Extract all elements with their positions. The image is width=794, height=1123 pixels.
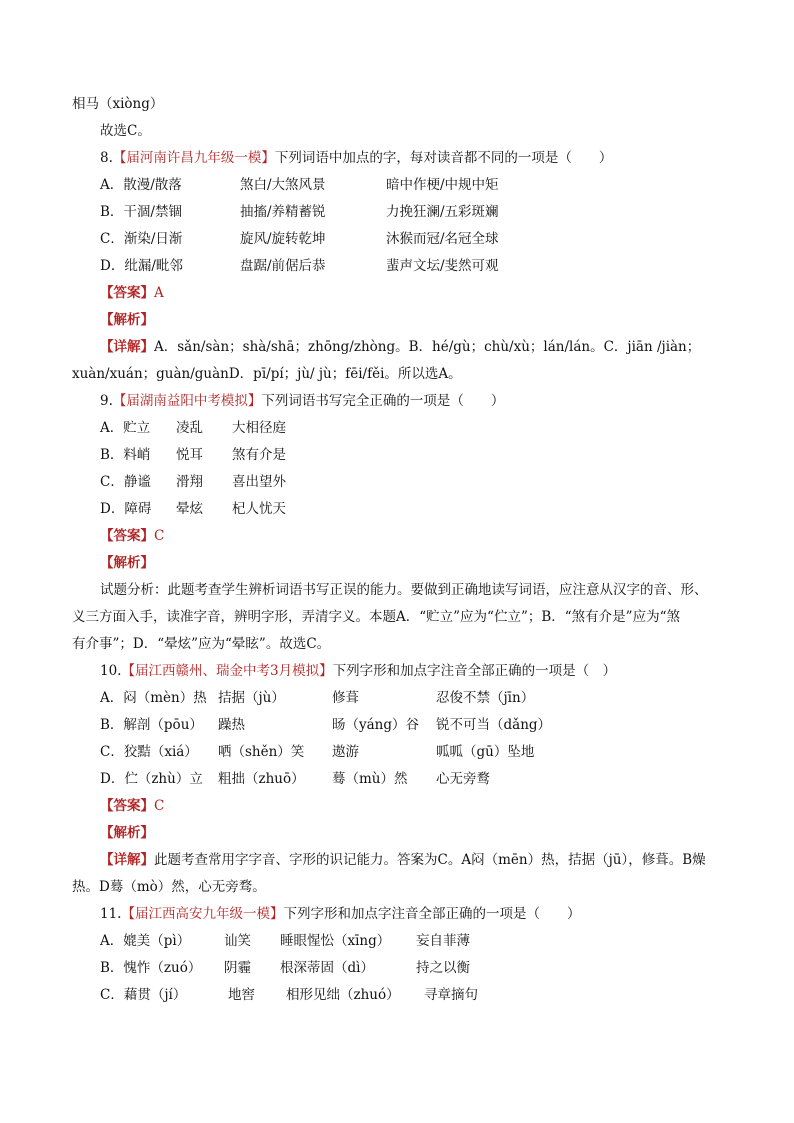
q8-analysis-tag [100,311,734,329]
answer-value: C [154,528,165,544]
q11-option-c [100,986,734,1004]
q10-stem: 下列字形和加点字注音全部正确的一项是（ ） [332,663,617,679]
q9-analysis-2: 义三方面入手，读准字音，辨明字形，弄清字义。本题A．“贮立”应为“伫立”；B．“煞有介是”应为“煞 [72,609,680,625]
option-cell: 寻章摘句 [424,987,478,1003]
option-cell: 悦耳 [176,447,203,463]
option-cell: 妄自菲薄 [416,933,470,949]
answer-value: C [154,798,165,814]
option-cell: 力挽狂澜/五彩斑斓 [386,204,499,220]
q10-option-d [100,770,734,788]
q8-detail-1 [100,338,734,356]
option-cell: D．纰漏/毗邻 [100,258,183,274]
option-cell: 煞白/大煞风景 [240,177,326,193]
option-cell: C．静谧 [100,474,151,490]
option-cell: 抽搐/养精蓄锐 [240,204,326,220]
option-cell: C．藉贯（jí） [100,987,187,1003]
q9-option-c [100,473,734,491]
q10-number: 10. [100,663,122,679]
option-cell: 根深蒂固（dì） [280,960,374,976]
option-cell: 呱呱（gū）坠地 [436,744,535,760]
option-cell: 心无旁鹜 [436,771,490,787]
option-cell: B．愧怍（zuó） [100,960,202,976]
q9-analysis-tag [100,554,734,572]
option-cell: 旋风/旋转乾坤 [240,231,326,247]
q8-answer [100,284,734,302]
option-cell: 躁热 [218,717,245,733]
option-cell: 睡眼惺忪（xīng） [280,933,391,949]
q11-option-a [100,932,734,950]
option-cell: 盘踞/前倨后恭 [240,258,326,274]
q8-option-b [100,203,734,221]
option-cell: 忍俊不禁（jīn） [436,690,535,706]
q10-answer [100,797,734,815]
option-cell: 旸（yáng）谷 [332,717,420,733]
option-cell: C．渐染/日渐 [100,231,183,247]
option-cell: 锐不可当（dǎng） [436,717,552,733]
answer-tag: 【答案】 [100,528,154,544]
intro-line: 相马（xiòng） [72,96,164,112]
q8-option-c [100,230,734,248]
detail-text: 此题考查常用字字音、字形的识记能力。答案为C。A闷（mēn）热，拮据（jū），修葺。B燥 [154,852,706,868]
option-cell: 蓦（mù）然 [332,771,408,787]
detail-tag: 【详解】 [100,339,154,355]
q9-stem: 下列词语书写完全正确的一项是（ ） [261,393,505,409]
q8-number: 8. [100,150,113,166]
option-cell: 大相径庭 [232,420,286,436]
answer-value: A [154,285,164,301]
q10-source: 【届江西赣州、瑞金中考3月模拟】 [121,663,333,679]
q9-option-a [100,419,734,437]
q11-source: 【届江西高安九年级一模】 [121,906,284,922]
option-cell: 持之以衡 [416,960,470,976]
q9-answer [100,527,734,545]
option-cell: 拮据（jù） [218,690,285,706]
option-cell: 凌乱 [176,420,203,436]
option-cell: B．解剖（pōu） [100,717,203,733]
q10-title [100,662,734,680]
intro-conclusion: 故选C。 [100,123,151,139]
q11-option-b [100,959,734,977]
q9-number: 9. [100,393,113,409]
q9-source: 【届湖南益阳中考模拟】 [112,393,262,409]
q8-option-d [100,257,734,275]
answer-tag: 【答案】 [100,798,154,814]
option-cell: 滑翔 [176,474,203,490]
q8-title [100,149,734,167]
option-cell: 阴霾 [224,960,251,976]
option-cell: 沐猴而冠/名冠全球 [386,231,499,247]
option-cell: B．料峭 [100,447,151,463]
option-cell: 粗拙（zhuō） [218,771,305,787]
option-cell: A．散漫/散落 [100,177,182,193]
option-cell: 遨游 [332,744,359,760]
option-cell: 地窖 [228,987,255,1003]
analysis-tag: 【解析】 [100,555,154,571]
option-cell: 晕炫 [176,501,203,517]
q11-number: 11. [100,906,122,922]
analysis-tag: 【解析】 [100,825,154,841]
option-cell: A．闷（mèn）热 [100,690,207,706]
option-cell: C．狡黠（xiá） [100,744,198,760]
option-cell: 喜出望外 [232,474,286,490]
q11-title [100,905,734,923]
q10-detail-1 [100,851,734,869]
q10-option-b [100,716,734,734]
option-cell: B．干涸/禁锢 [100,204,182,220]
option-cell: 相形见绌（zhuó） [286,987,400,1003]
analysis-tag: 【解析】 [100,312,154,328]
q9-option-b [100,446,734,464]
answer-tag: 【答案】 [100,285,154,301]
q8-detail-2: xuàn/xuán；guàn/guànD．pī/pí；jù/ jù；fēi/fěi。所以选A。 [72,366,462,382]
q8-source: 【届河南许昌九年级一模】 [112,150,275,166]
detail-tag: 【详解】 [100,852,154,868]
option-cell: 讪笑 [224,933,251,949]
option-cell: 暗中作梗/中规中矩 [386,177,499,193]
option-cell: 煞有介是 [232,447,286,463]
q8-stem: 下列词语中加点的字，每对读音都不同的一项是（ ） [274,150,613,166]
option-cell: A．媲美（pì） [100,933,191,949]
q9-analysis-1: 试题分析：此题考查学生辨析词语书写正误的能力。要做到正确地读写词语，应注意从汉字的音、形、 [100,582,708,598]
option-cell: 修葺 [332,690,359,706]
q9-title [100,392,734,410]
detail-text: A．sǎn/sàn；shà/shā；zhōng/zhòng。B．hé/gù；chù/xù；lán/lán。C．jiān /jiàn； [154,339,701,355]
option-cell: 杞人忧天 [232,501,286,517]
option-cell: 哂（shěn）笑 [218,744,305,760]
q10-detail-2: 热。D蓦（mò）然，心无旁骛。 [72,879,266,895]
option-cell: D．伫（zhù）立 [100,771,203,787]
option-cell: A．贮立 [100,420,151,436]
option-cell: D．障碍 [100,501,152,517]
q10-option-a [100,689,734,707]
q9-analysis-3: 有介事”；D．“晕炫”应为“晕眩”。故选C。 [72,636,331,652]
q8-option-a [100,176,734,194]
option-cell: 蜚声文坛/斐然可观 [386,258,499,274]
q11-stem: 下列字形和加点字注音全部正确的一项是（ ） [283,906,581,922]
q10-analysis-tag [100,824,734,842]
q10-option-c [100,743,734,761]
q9-option-d [100,500,734,518]
